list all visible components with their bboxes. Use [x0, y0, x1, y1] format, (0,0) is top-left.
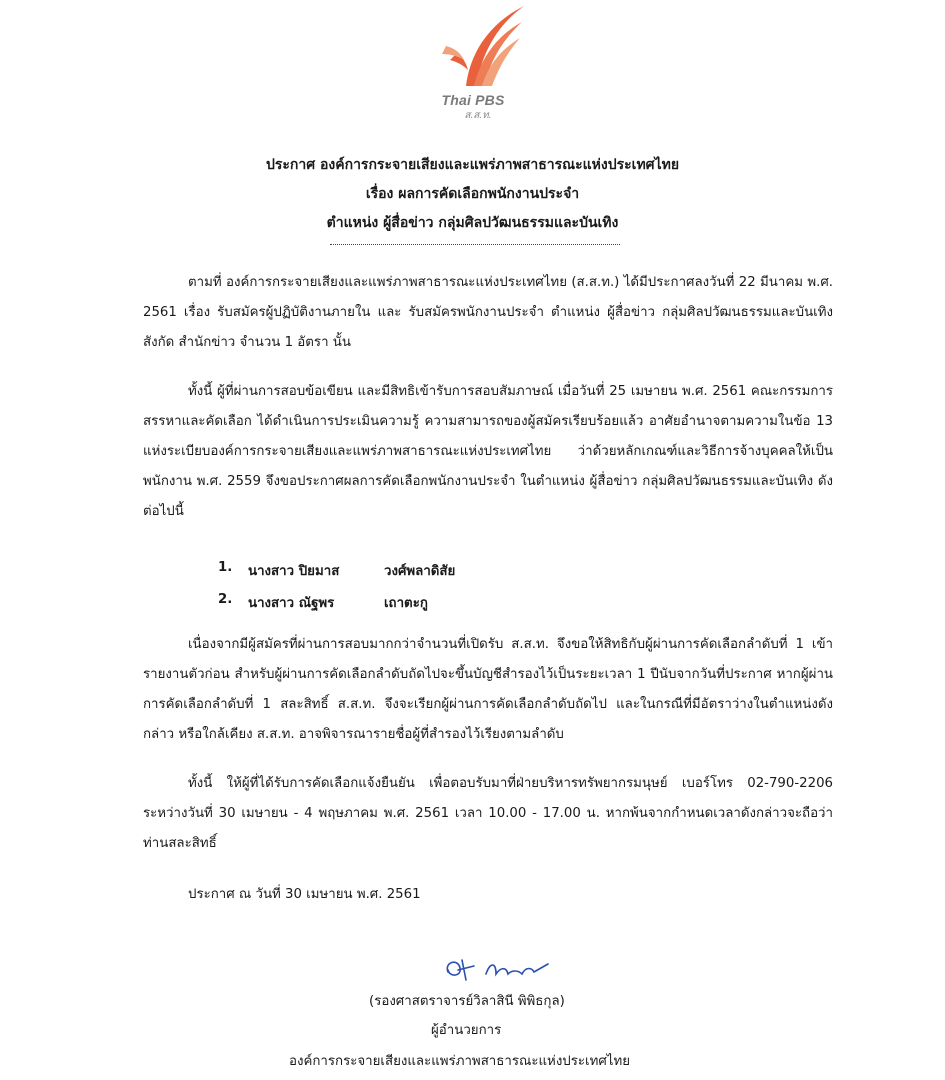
thai-pbs-logo	[418, 4, 528, 124]
candidate-first-name: นางสาว ปิยมาส	[248, 564, 340, 579]
announcement-date: ประกาศ ณ วันที่ 30 เมษายน พ.ศ. 2561	[188, 887, 421, 902]
paragraph-4-text: ทั้งนี้ ให้ผู้ที่ได้รับการคัดเลือกแจ้งยืนยัน เพื่อตอบรับมาที่ฝ่ายบริหารทรัพยากรมนุษย์ เบอร์โทร 02-790-2206 ระหว่างวันที่ 30 เมษายน - 4 พฤษภาคม พ.ศ. 2561 เวลา 10.00 - 17.00 น. หากพ้นจากกำหนดเวลาดังกล่าวจะถือว่าท่านสละสิทธิ์	[143, 776, 833, 851]
signer-name: (รองศาสตราจารย์วิลาสินี พิพิธกุล)	[369, 994, 565, 1009]
announcement-position: ตำแหน่ง ผู้สื่อข่าว กลุ่มศิลปวัฒนธรรมและบันเทิง	[326, 215, 619, 231]
paragraph-2-text: ทั้งนี้ ผู้ที่ผ่านการสอบข้อเขียน และมีสิทธิเข้ารับการสอบสัมภาษณ์ เมื่อวันที่ 25 เมษายน พ.ศ. 2561 คณะกรรมการสรรหาและคัดเลือก ได้ดำเนินการประเมินความรู้ ความสามารถของผู้สมัครเรียบร้อยแล้ว อาศัยอำนาจตามความในข้อ 13 แห่งระเบียบองค์การกระจายเสียงและแพร่ภาพสาธารณะแห่งประเทศไทย ว่าด้วยหลักเกณฑ์และวิธีการจ้างบุคคลให้เป็นพนักงาน พ.ศ. 2559 จึงขอประกาศผลการคัดเลือกพนักงานประจำ ในตำแหน่ง ผู้สื่อข่าว กลุ่มศิลปวัฒนธรรมและบันเทิง ดังต่อไปนี้	[143, 384, 833, 519]
paragraph-3-text: เนื่องจากมีผู้สมัครที่ผ่านการสอบมากกว่าจำนวนที่เปิดรับ ส.ส.ท. จึงขอให้สิทธิกับผู้ผ่านการคัดเลือกลำดับที่ 1 เข้ารายงานตัวก่อน สำหรับผู้ผ่านการคัดเลือกลำดับถัดไปจะขึ้นบัญชีสำรองไว้เป็นระยะเวลา 1 ปีนับจากวันที่ประกาศ หากผู้ผ่านการคัดเลือกลำดับที่ 1 สละสิทธิ์ ส.ส.ท. จึงจะเรียกผู้ผ่านการคัดเลือกลำดับถัดไป และในกรณีที่มีอัตราว่างในตำแหน่งดังกล่าว หรือใกล้เคียง ส.ส.ท. อาจพิจารณารายชื่อผู้ที่สำรองไว้เรียงตามลำดับ	[143, 637, 833, 742]
signature-mark	[440, 952, 560, 986]
paragraph-1	[143, 268, 833, 358]
paragraph-4	[143, 769, 833, 859]
logo-subtitle: ส.ส.ท.	[464, 110, 492, 121]
signer-title: ผู้อำนวยการ	[431, 1023, 502, 1038]
paragraph-2	[143, 377, 833, 527]
dotted-divider	[330, 244, 620, 245]
candidate-number: 2.	[218, 592, 233, 607]
paragraph-3	[143, 630, 833, 750]
announcement-title: ประกาศ องค์การกระจายเสียงและแพร่ภาพสาธารณะแห่งประเทศไทย	[265, 157, 680, 173]
candidate-number: 1.	[218, 560, 233, 575]
signer-organization: องค์การกระจายเสียงและแพร่ภาพสาธารณะแห่งประเทศไทย	[289, 1054, 631, 1069]
announcement-subject: เรื่อง ผลการคัดเลือกพนักงานประจำ	[365, 186, 580, 202]
candidate-first-name: นางสาว ณัฐพร	[248, 596, 335, 611]
bird-logo-icon	[436, 4, 526, 94]
candidate-last-name: วงศ์พลาดิสัย	[384, 564, 456, 579]
candidate-last-name: เถาตะกู	[384, 596, 428, 611]
logo-name: Thai PBS	[441, 92, 505, 108]
paragraph-1-text: ตามที่ องค์การกระจายเสียงและแพร่ภาพสาธารณะแห่งประเทศไทย (ส.ส.ท.) ได้มีประกาศลงวันที่ 22 มีนาคม พ.ศ. 2561 เรื่อง รับสมัครผู้ปฏิบัติงานภายใน และ รับสมัครพนักงานประจำ ตำแหน่ง ผู้สื่อข่าว กลุ่มศิลปวัฒนธรรมและบันเทิง สังกัด สำนักข่าว จำนวน 1 อัตรา นั้น	[143, 275, 833, 350]
